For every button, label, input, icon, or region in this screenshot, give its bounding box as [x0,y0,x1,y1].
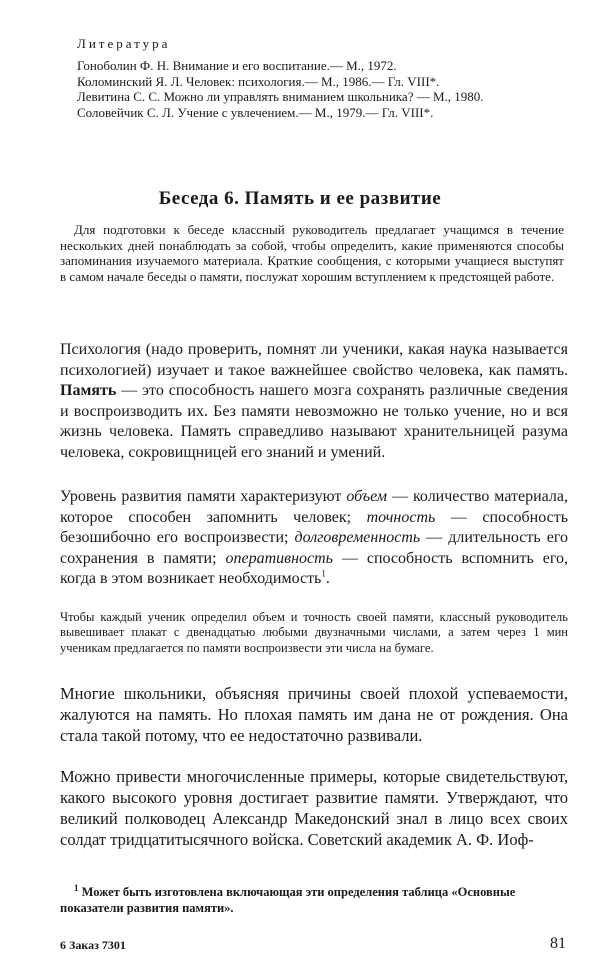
para2-text-3: — способность безошибочно его воспроизвести; [60,508,568,547]
literature-item: Коломинский Я. Л. Человек: психология.— М., 1986.— Гл. VIII*. [77,73,440,89]
note-paragraph [60,610,568,656]
footnote [60,884,568,916]
page-number: 81 [550,935,566,952]
literature-heading: Литература [77,36,171,51]
literature-list [77,58,565,120]
intro-paragraph [60,222,564,284]
para4-text: Можно привести многочисленные примеры, которые свидетельствуют, какого высокого уровня достигает развитие памяти. Утверждают, что великий полководец Александр Македонский знал в лицо всех своих солдат тридцатитысячного войска. Советский академик А. Ф. Иоф- [60,767,568,849]
body-paragraph-3 [60,683,568,746]
body-paragraph-1 [60,340,568,464]
footnote-mark: 1 [74,882,79,893]
para2-term-volume: объем [346,488,387,505]
print-order-number: 6 Заказ 7301 [60,938,126,952]
para2-text-1: Уровень развития памяти характеризуют [60,488,347,505]
literature-item: Гоноболин Ф. Н. Внимание и его воспитание.— М., 1972. [77,58,397,73]
para2-term-accuracy: точность [366,508,436,526]
literature-item: Левитина С. С. Можно ли управлять вниманием школьника? — М., 1980. [77,89,484,104]
para3-text: Многие школьники, объясняя причины своей плохой успеваемости, жалуются на память. Но плохая память им дана не от рождения. Она стала такой потому, что ее недостаточно развивали. [60,684,568,745]
para1-term: Память [60,382,117,400]
para1-before: Психология (надо проверить, помнят ли ученики, какая наука называется психологией) изучает и такое важнейшее свойство человека, как память. [60,341,568,379]
literature-item: Соловейчик С. Л. Учение с увлечением.— М., 1979.— Гл. VIII*. [77,104,434,120]
para2-text-6: . [325,570,330,588]
body-paragraph-4 [60,766,568,850]
para2-term-duration: долговременность [294,529,421,547]
footnote-text: Может быть изготовлена включающая эти определения таблица «Основные показатели развития памяти». [60,885,516,915]
body-paragraph-2 [60,487,568,590]
para2-term-operativity: оперативность [225,549,333,567]
para1-after: — это способность нашего мозга сохранять различные сведения и воспроизводить их. Без памяти невозможно не только учение, но и вся жизнь человека. Память справедливо называют хранительницей разума человека, сокровищницей его знаний и умений. [60,382,568,461]
para2-text-2: — количество материала, которое способен запомнить человек; [60,488,568,526]
chapter-title: Беседа 6. Память и ее развитие [158,188,442,209]
para2-text-5: — способность вспомнить его, когда в этом возникает необходимость [60,549,569,588]
para2-text-4: — длительность его сохранения в памяти; [60,529,568,567]
intro-text: Для подготовки к беседе классный руководитель предлагает учащимся в течение нескольких дней понаблюдать за собой, чтобы определить, какие применяются способы запоминания изучаемого материала. Краткие сообщения, с которыми учащиеся выступят в самом начале беседы о памяти, послужат хорошим вступлением к предстоящей работе. [60,222,564,284]
footnote-reference: 1 [321,569,326,580]
note-text: Чтобы каждый ученик определил объем и точность своей памяти, классный руководитель вывешивает плакат с двенадцатью любыми двузначными числами, а затем через 1 мин ученикам предлагается по памяти воспроизвести эти числа на бумаге. [60,610,568,655]
